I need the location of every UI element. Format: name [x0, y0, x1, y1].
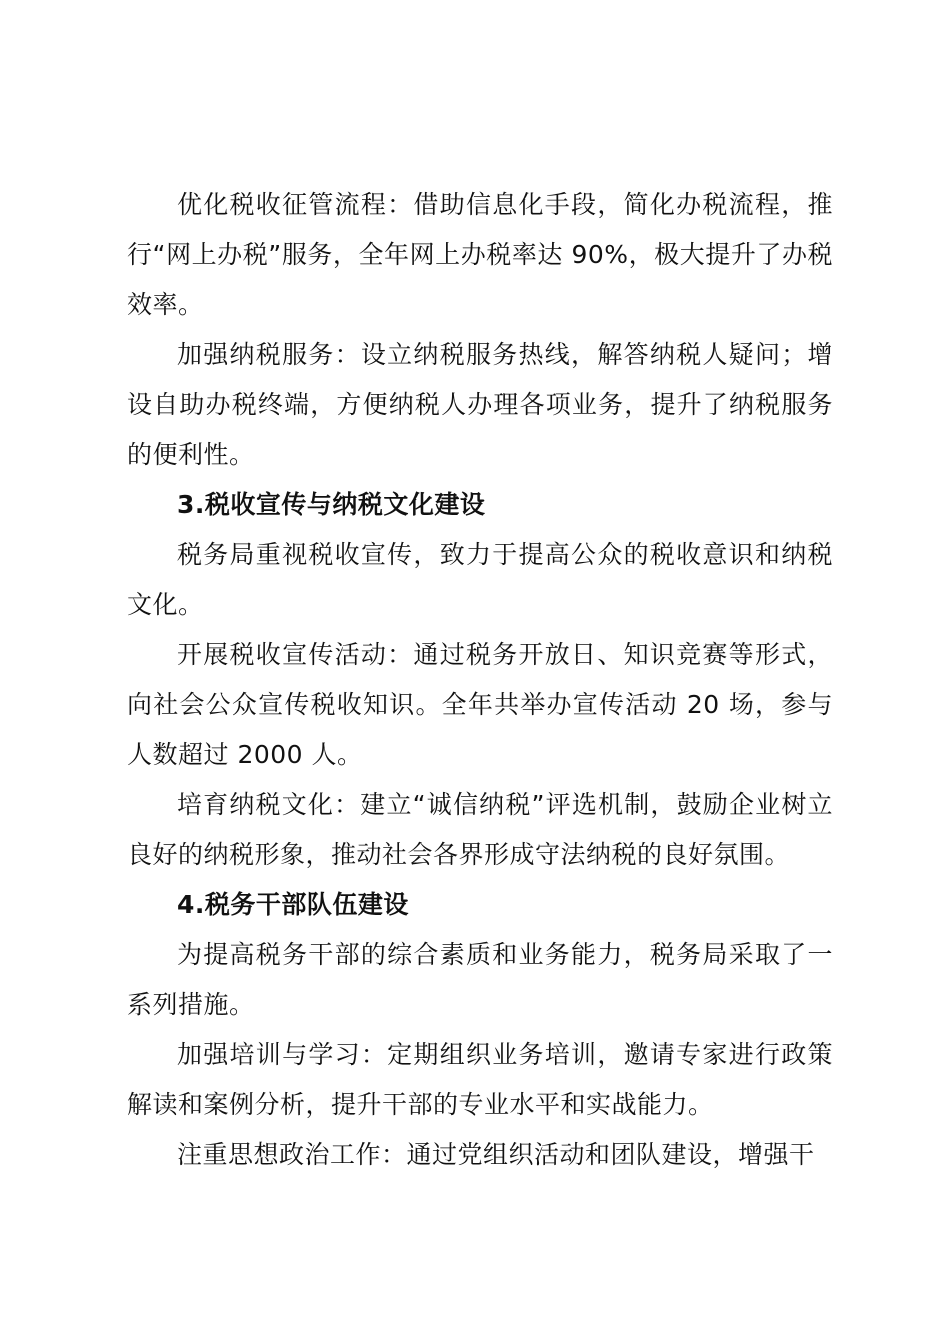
paragraph-tax-service: 加强纳税服务：设立纳税服务热线，解答纳税人疑问；增设自助办税终端，方便纳税人办理各项业务，提升了纳税服务的便利性。 — [127, 340, 833, 469]
section-heading-tax-publicity: 3.税收宣传与纳税文化建设 — [177, 490, 486, 519]
paragraph-tax-culture: 培育纳税文化：建立“诚信纳税”评选机制，鼓励企业树立良好的纳税形象，推动社会各界形成守法纳税的良好氛围。 — [127, 790, 833, 869]
paragraph-publicity-activities: 开展税收宣传活动：通过税务开放日、知识竞赛等形式，向社会公众宣传税收知识。全年共举办宣传活动 20 场，参与人数超过 2000 人。 — [127, 640, 833, 769]
paragraph-staff-intro: 为提高税务干部的综合素质和业务能力，税务局采取了一系列措施。 — [127, 940, 833, 1019]
section-heading-staff: 4.税务干部队伍建设 — [177, 890, 409, 919]
document-page — [127, 180, 833, 1180]
paragraph-political-work: 注重思想政治工作：通过党组织活动和团队建设，增强干 — [177, 1140, 815, 1169]
paragraph-tax-process: 优化税收征管流程：借助信息化手段，简化办税流程，推行“网上办税”服务，全年网上办税率达 90%，极大提升了办税效率。 — [127, 190, 833, 319]
paragraph-training: 加强培训与学习：定期组织业务培训，邀请专家进行政策解读和案例分析，提升干部的专业水平和实战能力。 — [127, 1040, 833, 1119]
paragraph-publicity-intro: 税务局重视税收宣传，致力于提高公众的税收意识和纳税文化。 — [127, 540, 833, 619]
